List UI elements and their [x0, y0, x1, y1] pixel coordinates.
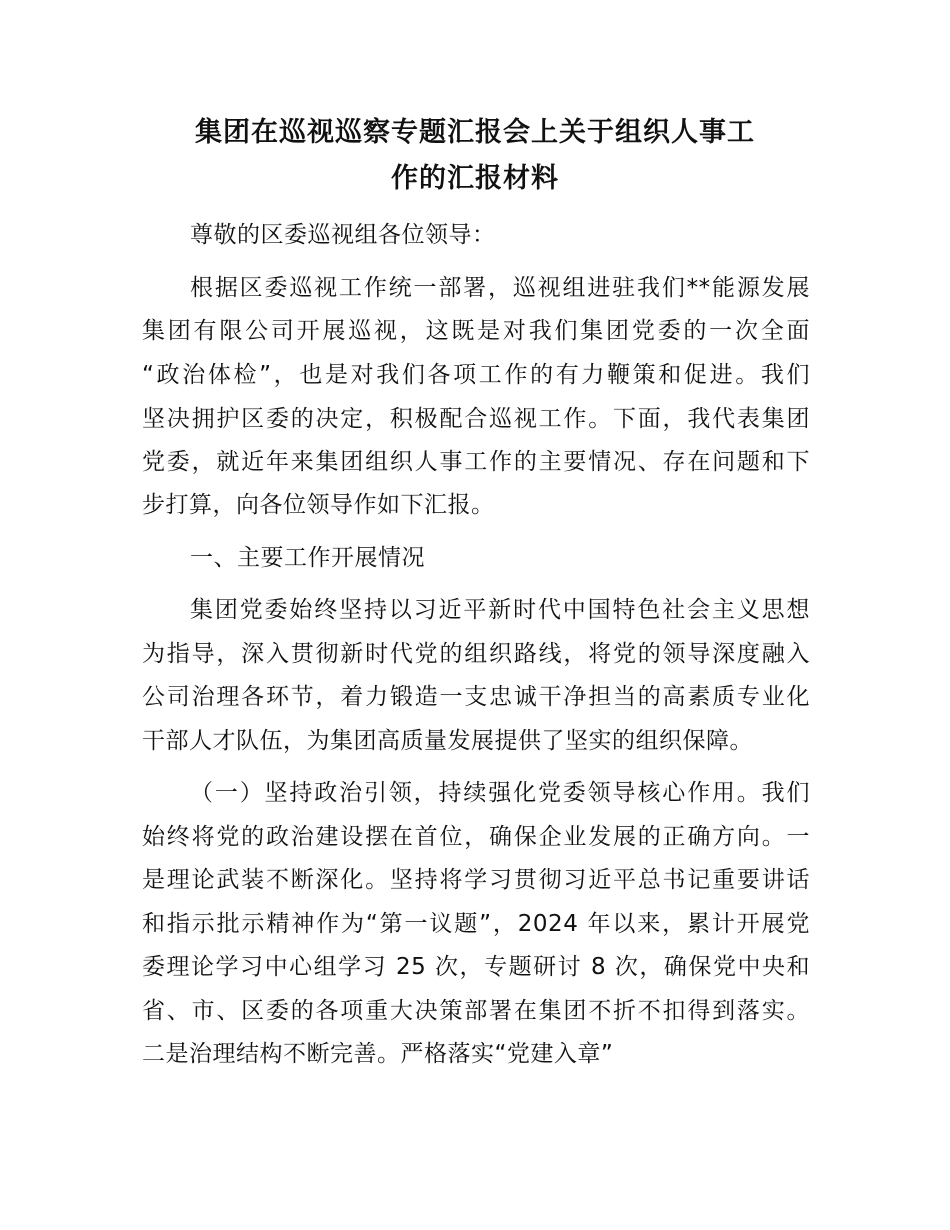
- subsection1-line: 二是治理结构不断完善。严格落实“党建入章”: [142, 1041, 614, 1067]
- subsection1-line: （一）坚持政治引领，持续强化党委领导核心作用。我们: [190, 780, 810, 806]
- section1-line: 为指导，深入贯彻新时代党的组织路线，将党的领导深度融入: [142, 641, 810, 667]
- intro-line: 集团有限公司开展巡视，这既是对我们集团党委的一次全面: [142, 318, 810, 344]
- subsection1-line: 省、市、区委的各项重大决策部署在集团不折不扣得到落实。: [142, 998, 810, 1024]
- intro-line: “政治体检”，也是对我们各项工作的有力鞭策和促进。我们: [142, 362, 810, 388]
- intro-line: 党委，就近年来集团组织人事工作的主要情况、存在问题和下: [142, 449, 810, 475]
- subsection1-line: 委理论学习中心组学习 25 次，专题研讨 8 次，确保党中央和: [142, 954, 810, 980]
- section1-line: 干部人才队伍，为集团高质量发展提供了坚实的组织保障。: [142, 728, 753, 754]
- subsection1-line: 是理论武装不断深化。坚持将学习贯彻习近平总书记重要讲话: [142, 867, 810, 893]
- subsection1-line: 和指示批示精神作为“第一议题”，2024 年以来，累计开展党: [142, 911, 810, 937]
- salutation: 尊敬的区委巡视组各位领导：: [190, 222, 496, 248]
- document-title-line-1: 集团在巡视巡察专题汇报会上关于组织人事工: [195, 117, 755, 148]
- document-title-line-2: 作的汇报材料: [391, 163, 559, 194]
- section1-line: 集团党委始终坚持以习近平新时代中国特色社会主义思想: [190, 597, 810, 623]
- intro-line: 根据区委巡视工作统一部署，巡视组进驻我们**能源发展: [190, 275, 810, 301]
- subsection1-line: 始终将党的政治建设摆在首位，确保企业发展的正确方向。一: [142, 824, 810, 850]
- intro-line: 坚决拥护区委的决定，积极配合巡视工作。下面，我代表集团: [142, 406, 810, 432]
- intro-line: 步打算，向各位领导作如下汇报。: [142, 492, 495, 518]
- section-heading: 一、主要工作开展情况: [190, 545, 425, 571]
- section1-line: 公司治理各环节，着力锻造一支忠诚干净担当的高素质专业化: [142, 684, 810, 710]
